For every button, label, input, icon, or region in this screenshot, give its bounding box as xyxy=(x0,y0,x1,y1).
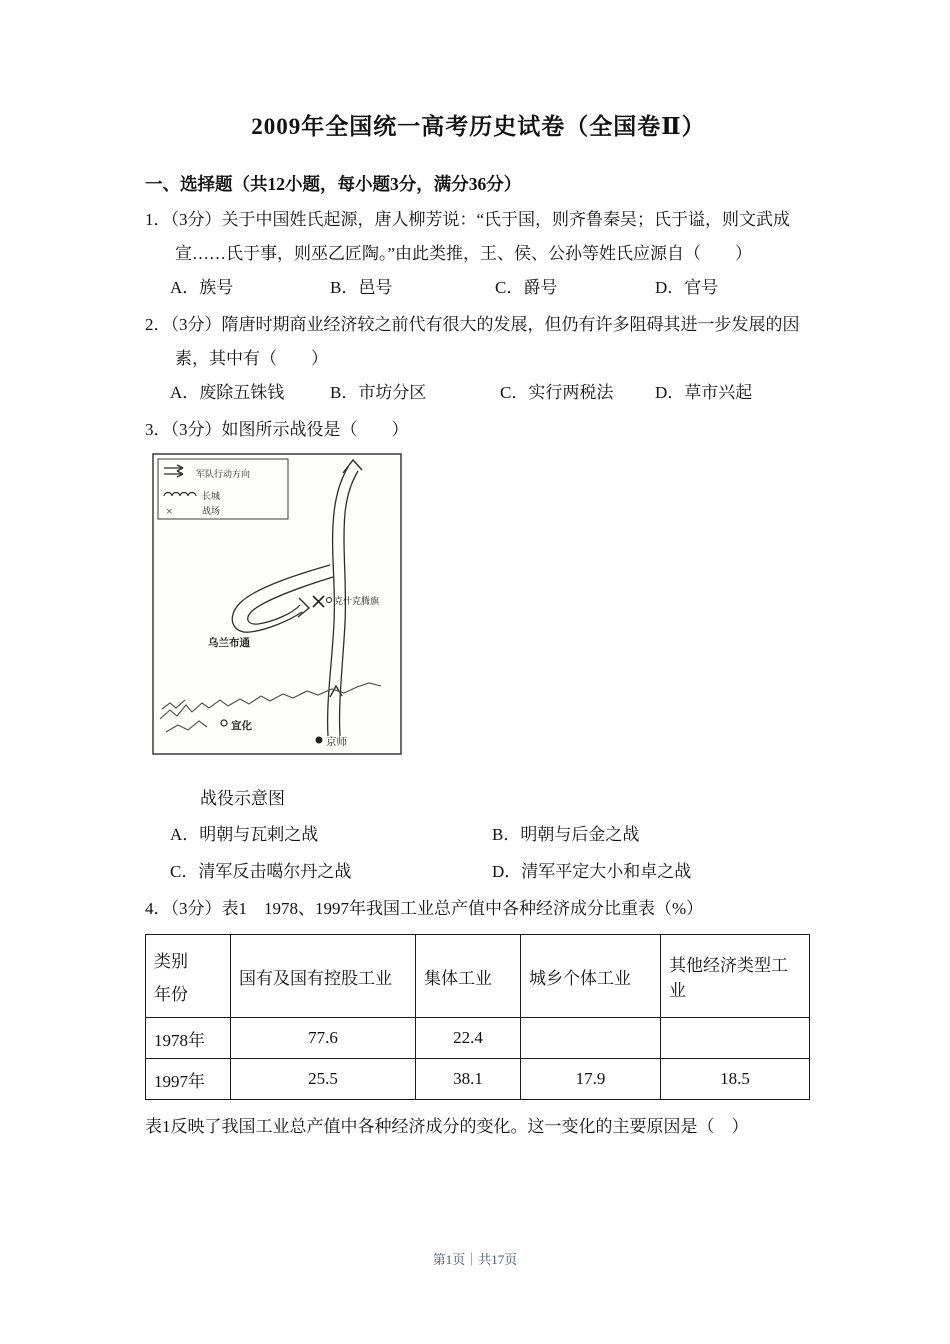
option: C．清军反击噶尔丹之战 xyxy=(170,862,352,881)
figure-caption: 战役示意图 xyxy=(200,789,285,808)
legend-battle-label: 战场 xyxy=(202,506,221,516)
cell xyxy=(521,1018,661,1059)
question-3-options-row2 xyxy=(145,855,812,889)
question-1 xyxy=(145,203,812,305)
row-year: 1997年 xyxy=(146,1059,231,1100)
option: D．官号 xyxy=(655,278,719,297)
table-header-row xyxy=(146,935,810,1018)
jingshi-marker xyxy=(316,737,323,744)
row-year: 1978年 xyxy=(146,1018,231,1059)
legend-army-label: 军队行动方向 xyxy=(196,469,251,479)
keshiketengqi-label: 克什克腾旗 xyxy=(334,596,380,606)
cell: 25.5 xyxy=(231,1059,416,1100)
option: D．草市兴起 xyxy=(655,383,753,402)
question-2-text: 2．（3分）隋唐时期商业经济较之前代有很大的发展，但仍有许多阻碍其进一步发展的因素，其中有（ ） xyxy=(145,315,800,368)
question-4-text: 4．（3分）表1 1978、1997年我国工业总产值中各种经济成分比重表（%） xyxy=(145,899,704,918)
cell: 18.5 xyxy=(661,1059,810,1100)
question-4 xyxy=(145,892,812,1144)
option: A．明朝与瓦剌之战 xyxy=(170,825,319,844)
battle-map xyxy=(152,453,402,755)
question-3 xyxy=(145,413,812,889)
map-legend xyxy=(158,459,288,519)
jingshi-label: 京师 xyxy=(326,737,347,748)
column-header: 城乡个体工业 xyxy=(521,935,661,1018)
option: D．清军平定大小和卓之战 xyxy=(492,862,692,881)
table-row xyxy=(146,1059,810,1100)
corner-top: 类别 xyxy=(154,952,188,971)
column-header: 国有及国有控股工业 xyxy=(231,935,416,1018)
question-2 xyxy=(145,308,812,410)
legend-wall-label: 长城 xyxy=(202,491,221,501)
option: B．邑号 xyxy=(330,278,393,297)
question-3-text: 3．（3分）如图所示战役是（ ） xyxy=(145,420,409,439)
question-4-followup: 表1反映了我国工业总产值中各种经济成分的变化。这一变化的主要原因是（ ） xyxy=(145,1117,749,1136)
option: B．市坊分区 xyxy=(330,383,427,402)
question-2-options xyxy=(145,376,812,410)
section-header: 一、选择题（共12小题，每小题3分，满分36分） xyxy=(145,174,522,194)
option: C．爵号 xyxy=(495,278,558,297)
question-1-options xyxy=(145,271,812,305)
column-header: 其他经济类型工业 xyxy=(661,935,810,1018)
corner-cell xyxy=(146,935,231,1018)
corner-bottom: 年份 xyxy=(154,985,188,1004)
question-3-options-row1 xyxy=(145,818,812,852)
option: C．实行两税法 xyxy=(500,383,614,402)
cell: 22.4 xyxy=(416,1018,521,1059)
battle-icon: × xyxy=(166,504,173,518)
xuanhua-label: 宣化 xyxy=(231,721,252,732)
table-row xyxy=(146,1018,810,1059)
battle-map-figure xyxy=(152,453,812,760)
page-title: 2009年全国统一高考历史试卷（全国卷Ⅱ） xyxy=(251,114,706,139)
option: A．族号 xyxy=(170,278,234,297)
economy-composition-table xyxy=(145,934,810,1100)
column-header: 集体工业 xyxy=(416,935,521,1018)
question-1-text: 1．（3分）关于中国姓氏起源，唐人柳芳说：“氏于国，则齐鲁秦吴；氏于谥，则文武成宣……氏于事，则巫乙匠陶。”由此类推，王、侯、公孙等姓氏应源自（ ） xyxy=(145,210,791,263)
option: B．明朝与后金之战 xyxy=(492,825,640,844)
cell: 77.6 xyxy=(231,1018,416,1059)
cell: 17.9 xyxy=(521,1059,661,1100)
cell xyxy=(661,1018,810,1059)
wulanbutong-label: 乌兰布通 xyxy=(208,638,250,649)
option: A．废除五铢钱 xyxy=(170,383,285,402)
page-footer: 第1页｜共17页 xyxy=(432,1252,518,1267)
cell: 38.1 xyxy=(416,1059,521,1100)
